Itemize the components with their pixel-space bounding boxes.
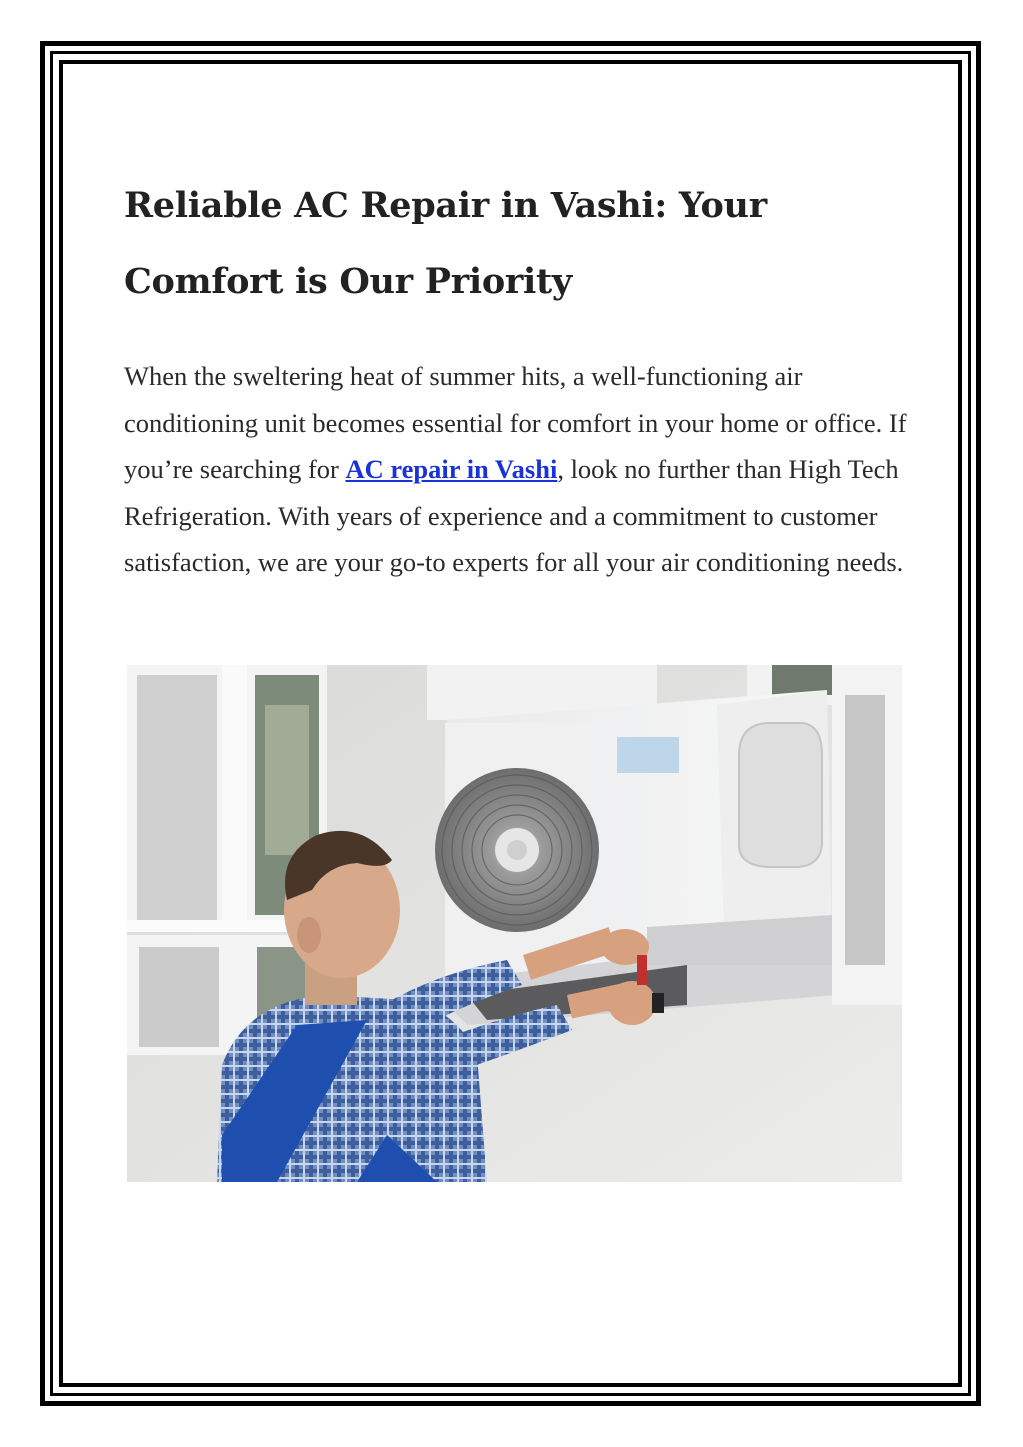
paragraph-text-after-link: , look no further than High Tech Refrigeration. With years of experience and a commitment to customer satisfaction, we are your go-to experts for all your air conditioning needs. bbox=[124, 454, 904, 577]
paragraph-text-before-link: When the sweltering heat of summer hits, a well-functioning air conditioning unit becomes essential for comfort in your home or office. If you’re searching for bbox=[124, 361, 907, 484]
article-paragraph bbox=[124, 353, 914, 586]
article-title: Reliable AC Repair in Vashi: Your Comfort is Our Priority bbox=[124, 185, 767, 302]
ac-repair-vashi-link[interactable]: AC repair in Vashi bbox=[345, 454, 558, 484]
technician-ac-repair-photo bbox=[127, 665, 902, 1182]
